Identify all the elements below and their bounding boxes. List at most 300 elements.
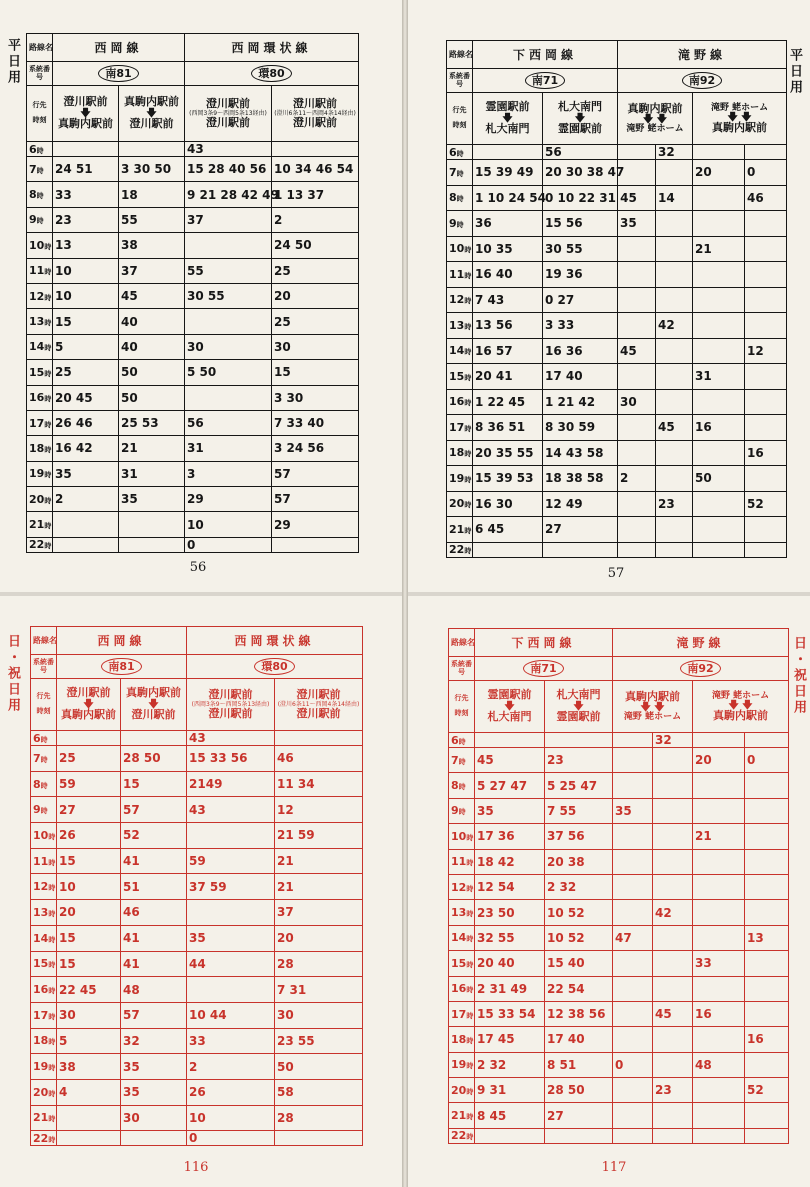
- hour-row: [31, 951, 363, 977]
- departure-minutes: 14: [656, 185, 693, 211]
- departure-minutes: 30 55: [543, 236, 618, 262]
- departure-minutes: [613, 748, 653, 773]
- departure-minutes: [618, 542, 656, 557]
- hour-value: 6: [29, 142, 37, 156]
- departure-minutes: [745, 1001, 789, 1026]
- hour-cell: 15時: [447, 364, 473, 390]
- hour-row: [447, 491, 787, 517]
- page-117-side-label: 日・祝日用: [791, 636, 806, 716]
- departure-minutes: [693, 211, 745, 237]
- departure-minutes: 6 45: [473, 517, 543, 543]
- departure-minutes: 7 43: [473, 287, 543, 313]
- hour-cell: 11時: [31, 848, 57, 874]
- hour-cell: 22時: [31, 1131, 57, 1146]
- departure-minutes: 3: [185, 461, 272, 486]
- hour-cell: 6時: [447, 145, 473, 160]
- dest-time-label: 行先 時刻: [27, 86, 53, 142]
- departure-minutes: 28 50: [545, 1078, 613, 1103]
- departure-minutes: 25: [272, 258, 359, 283]
- departure-minutes: 48: [121, 977, 187, 1003]
- departure-minutes: [119, 142, 185, 157]
- hour-value: 8: [33, 777, 41, 791]
- hour-cell: 15時: [31, 951, 57, 977]
- hour-cell: 22時: [447, 542, 473, 557]
- hour-cell: 16時: [449, 976, 475, 1001]
- departure-minutes: [57, 1105, 121, 1131]
- departure-minutes: [693, 733, 745, 748]
- hour-value: 20: [29, 492, 45, 506]
- departure-minutes: 35: [475, 798, 545, 823]
- hour-value: 7: [33, 751, 41, 765]
- departure-minutes: 28: [275, 1105, 363, 1131]
- departure-minutes: [693, 517, 745, 543]
- departure-minutes: 3 30 50: [119, 157, 185, 182]
- departure-minutes: 31: [693, 364, 745, 390]
- route-name-label: 路線名: [449, 629, 475, 657]
- departure-minutes: 38: [119, 233, 185, 258]
- departure-minutes: [745, 1103, 789, 1128]
- hour-row: [449, 900, 789, 925]
- departure-minutes: 32: [653, 733, 693, 748]
- departure-minutes: [653, 849, 693, 874]
- departure-minutes: 23: [656, 491, 693, 517]
- hour-row: [449, 1027, 789, 1052]
- page-number: 117: [601, 1160, 627, 1175]
- hour-value: 18: [29, 441, 45, 455]
- departure-minutes: 4: [57, 1079, 121, 1105]
- departure-minutes: 57: [272, 487, 359, 512]
- hour-row: [27, 207, 359, 232]
- hour-cell: 19時: [27, 461, 53, 486]
- hour-value: 15: [29, 365, 45, 379]
- departure-minutes: [653, 1103, 693, 1128]
- departure-minutes: 28 50: [121, 746, 187, 772]
- departure-minutes: [618, 262, 656, 288]
- departure-minutes: 50: [275, 1054, 363, 1080]
- departure-minutes: [656, 236, 693, 262]
- departure-minutes: 2149: [187, 771, 275, 797]
- departure-minutes: 20 40: [475, 951, 545, 976]
- hour-cell: 11時: [27, 258, 53, 283]
- departure-minutes: 47: [613, 925, 653, 950]
- hour-row: [27, 537, 359, 552]
- departure-minutes: [693, 1128, 745, 1143]
- hour-row: [31, 771, 363, 797]
- hour-row: [27, 410, 359, 435]
- hour-value: 16: [33, 983, 49, 997]
- departure-minutes: 42: [653, 900, 693, 925]
- departure-minutes: 56: [543, 145, 618, 160]
- departure-minutes: 40: [119, 334, 185, 359]
- departure-minutes: [618, 364, 656, 390]
- hour-cell: 11時: [449, 849, 475, 874]
- departure-minutes: [185, 309, 272, 334]
- departure-minutes: 20: [272, 283, 359, 308]
- departure-minutes: [272, 142, 359, 157]
- hour-value: 17: [29, 416, 45, 430]
- hour-value: 6: [449, 145, 457, 159]
- departure-minutes: 50: [119, 360, 185, 385]
- departure-minutes: 22 45: [57, 977, 121, 1003]
- departure-minutes: 58: [275, 1079, 363, 1105]
- departure-minutes: 44: [187, 951, 275, 977]
- departure-minutes: 1 10 24 54: [473, 185, 543, 211]
- hour-row: [447, 313, 787, 339]
- departure-minutes: [745, 389, 787, 415]
- departure-minutes: 15 40: [545, 951, 613, 976]
- hour-row: [27, 487, 359, 512]
- departure-minutes: [745, 733, 789, 748]
- hour-row: [27, 283, 359, 308]
- line-name-nishioka: 西岡線: [53, 34, 185, 62]
- departure-minutes: [613, 824, 653, 849]
- departure-minutes: 10: [185, 512, 272, 537]
- departure-minutes: 16 40: [473, 262, 543, 288]
- departure-minutes: 16: [745, 440, 787, 466]
- departure-minutes: 12 49: [543, 491, 618, 517]
- page-57-side-label: 平日用: [787, 48, 802, 96]
- departure-minutes: 1 21 42: [543, 389, 618, 415]
- departure-minutes: 50: [119, 385, 185, 410]
- hour-cell: 18時: [447, 440, 473, 466]
- hour-row: [27, 258, 359, 283]
- hour-cell: 22時: [449, 1128, 475, 1143]
- hour-cell: 11時: [447, 262, 473, 288]
- hour-cell: 7時: [449, 748, 475, 773]
- departure-minutes: [618, 313, 656, 339]
- page-number: 116: [183, 1160, 209, 1175]
- departure-minutes: [656, 160, 693, 186]
- hour-value: 9: [29, 213, 37, 227]
- direction-header: 真駒内駅前 🡇 澄川駅前: [119, 86, 185, 142]
- hour-value: 19: [29, 467, 45, 481]
- hour-row: [449, 951, 789, 976]
- hour-cell: 20時: [27, 487, 53, 512]
- departure-minutes: 33: [53, 182, 119, 207]
- hour-value: 20: [451, 1083, 467, 1097]
- page-116: [0, 596, 402, 1187]
- departure-minutes: 23: [653, 1078, 693, 1103]
- timetable-body: [31, 731, 363, 1146]
- hour-row: [31, 746, 363, 772]
- departure-minutes: [656, 211, 693, 237]
- departure-minutes: [185, 385, 272, 410]
- departure-minutes: 59: [187, 848, 275, 874]
- departure-minutes: 10: [53, 258, 119, 283]
- hour-row: [31, 1054, 363, 1080]
- departure-minutes: [653, 874, 693, 899]
- departure-minutes: 30: [121, 1105, 187, 1131]
- departure-minutes: [745, 976, 789, 1001]
- hour-row: [447, 517, 787, 543]
- hour-value: 15: [33, 957, 49, 971]
- hour-value: 10: [29, 238, 45, 252]
- departure-minutes: 45: [618, 338, 656, 364]
- departure-minutes: 52: [745, 1078, 789, 1103]
- departure-minutes: 5 50: [185, 360, 272, 385]
- page-117: [408, 596, 810, 1187]
- dest-time-label: 行先 時刻: [449, 681, 475, 733]
- departure-minutes: [693, 542, 745, 557]
- departure-minutes: 26: [187, 1079, 275, 1105]
- departure-minutes: [119, 512, 185, 537]
- hour-row: [449, 733, 789, 748]
- hour-value: 14: [33, 931, 49, 945]
- hour-value: 16: [451, 982, 467, 996]
- hour-cell: 19時: [31, 1054, 57, 1080]
- departure-minutes: [272, 537, 359, 552]
- departure-minutes: [745, 364, 787, 390]
- departure-minutes: 7 33 40: [272, 410, 359, 435]
- departure-minutes: [653, 1128, 693, 1143]
- departure-minutes: [693, 773, 745, 798]
- direction-header: 札大南門 🡇 霊園駅前: [543, 93, 618, 145]
- page-116-side-label: 日・祝日用: [5, 634, 20, 714]
- hour-cell: 10時: [27, 233, 53, 258]
- departure-minutes: 21: [693, 236, 745, 262]
- departure-minutes: 21: [119, 436, 185, 461]
- hour-cell: 18時: [31, 1028, 57, 1054]
- route-badge-kan80: 環80: [254, 658, 294, 675]
- hour-row: [31, 925, 363, 951]
- direction-header: 真駒内駅前 🡇 🡇 滝野 蛯ホーム: [613, 681, 693, 733]
- hour-row: [447, 236, 787, 262]
- departure-minutes: [693, 1078, 745, 1103]
- departure-minutes: 16 57: [473, 338, 543, 364]
- departure-minutes: 32 55: [475, 925, 545, 950]
- departure-minutes: 40: [119, 309, 185, 334]
- departure-minutes: 32: [121, 1028, 187, 1054]
- departure-minutes: 57: [121, 797, 187, 823]
- departure-minutes: [473, 542, 543, 557]
- hour-cell: 7時: [27, 157, 53, 182]
- hour-value: 12: [451, 880, 467, 894]
- departure-minutes: 15: [53, 309, 119, 334]
- departure-minutes: 41: [121, 848, 187, 874]
- departure-minutes: 38: [57, 1054, 121, 1080]
- hour-row: [447, 364, 787, 390]
- departure-minutes: 35: [613, 798, 653, 823]
- departure-minutes: 23 50: [475, 900, 545, 925]
- departure-minutes: 9 31: [475, 1078, 545, 1103]
- hour-cell: 13時: [27, 309, 53, 334]
- dest-time-label: 行先 時刻: [31, 679, 57, 731]
- hour-value: 19: [449, 471, 465, 485]
- hour-cell: 10時: [447, 236, 473, 262]
- departure-minutes: [618, 287, 656, 313]
- hour-value: 20: [33, 1085, 49, 1099]
- departure-minutes: [693, 440, 745, 466]
- departure-minutes: 20: [57, 900, 121, 926]
- hour-row: [31, 731, 363, 746]
- departure-minutes: 8 36 51: [473, 415, 543, 441]
- departure-minutes: [618, 517, 656, 543]
- departure-minutes: [613, 1001, 653, 1026]
- departure-minutes: 9 21 28 42 49: [185, 182, 272, 207]
- hour-row: [447, 185, 787, 211]
- departure-minutes: 16: [693, 415, 745, 441]
- hour-value: 11: [451, 855, 467, 869]
- departure-minutes: 2: [618, 466, 656, 492]
- departure-minutes: [693, 925, 745, 950]
- departure-minutes: 16: [745, 1027, 789, 1052]
- hour-row: [449, 798, 789, 823]
- departure-minutes: [653, 1052, 693, 1077]
- hour-cell: 7時: [31, 746, 57, 772]
- departure-minutes: 5 27 47: [475, 773, 545, 798]
- departure-minutes: 8 51: [545, 1052, 613, 1077]
- departure-minutes: 23: [545, 748, 613, 773]
- hour-value: 8: [29, 188, 37, 202]
- departure-minutes: [473, 145, 543, 160]
- timetable-p117: [448, 628, 789, 1144]
- departure-minutes: 21: [275, 848, 363, 874]
- direction-header: 札大南門 🡇 霊園駅前: [545, 681, 613, 733]
- hour-row: [447, 211, 787, 237]
- departure-minutes: 59: [57, 771, 121, 797]
- departure-minutes: [618, 491, 656, 517]
- departure-minutes: [745, 415, 787, 441]
- departure-minutes: 37: [185, 207, 272, 232]
- line-name-takino: 滝野線: [618, 41, 787, 69]
- page-56-side-label: 平日用: [5, 38, 20, 86]
- departure-minutes: 20: [693, 748, 745, 773]
- departure-minutes: [693, 798, 745, 823]
- hour-row: [31, 1105, 363, 1131]
- hour-row: [449, 1128, 789, 1143]
- hour-row: [27, 461, 359, 486]
- departure-minutes: 30: [618, 389, 656, 415]
- departure-minutes: [745, 287, 787, 313]
- hour-value: 6: [451, 733, 459, 747]
- route-name-label: 路線名: [447, 41, 473, 69]
- departure-minutes: [121, 1131, 187, 1146]
- hour-value: 12: [33, 880, 49, 894]
- departure-minutes: [745, 145, 787, 160]
- page-number: 56: [189, 560, 207, 575]
- route-name-label: 路線名: [31, 627, 57, 655]
- hour-row: [31, 797, 363, 823]
- departure-minutes: 20: [275, 925, 363, 951]
- departure-minutes: 25: [57, 746, 121, 772]
- hour-row: [27, 309, 359, 334]
- departure-minutes: 2: [272, 207, 359, 232]
- departure-minutes: 3 30: [272, 385, 359, 410]
- system-number-label: 系統番号: [31, 655, 57, 679]
- departure-minutes: [656, 287, 693, 313]
- departure-minutes: 0: [185, 537, 272, 552]
- hour-cell: 16時: [447, 389, 473, 415]
- direction-header: 澄川駅前 🡇 真駒内駅前: [53, 86, 119, 142]
- hour-row: [31, 977, 363, 1003]
- departure-minutes: [693, 185, 745, 211]
- departure-minutes: [745, 313, 787, 339]
- direction-header: 澄川駅前 (澄川6条11〜西岡4条14経由) 澄川駅前: [275, 679, 363, 731]
- departure-minutes: [745, 773, 789, 798]
- hour-value: 9: [449, 216, 457, 230]
- departure-minutes: 55: [185, 258, 272, 283]
- hour-value: 22: [33, 1131, 49, 1145]
- departure-minutes: 8 30 59: [543, 415, 618, 441]
- hour-cell: 19時: [449, 1052, 475, 1077]
- departure-minutes: [653, 824, 693, 849]
- departure-minutes: 16 36: [543, 338, 618, 364]
- hour-value: 7: [29, 162, 37, 176]
- departure-minutes: 41: [121, 925, 187, 951]
- departure-minutes: 15 33 56: [187, 746, 275, 772]
- departure-minutes: 43: [185, 142, 272, 157]
- hour-value: 19: [451, 1058, 467, 1072]
- hour-cell: 18時: [27, 436, 53, 461]
- departure-minutes: 17 40: [543, 364, 618, 390]
- hour-cell: 20時: [31, 1079, 57, 1105]
- departure-minutes: 31: [119, 461, 185, 486]
- departure-minutes: 10: [187, 1105, 275, 1131]
- hour-value: 10: [449, 242, 465, 256]
- departure-minutes: [613, 951, 653, 976]
- departure-minutes: 20 30 38 47: [543, 160, 618, 186]
- hour-value: 19: [33, 1060, 49, 1074]
- departure-minutes: 7 31: [275, 977, 363, 1003]
- departure-minutes: [618, 236, 656, 262]
- departure-minutes: [656, 389, 693, 415]
- hour-value: 21: [29, 518, 45, 532]
- hour-value: 20: [449, 497, 465, 511]
- page-57: [408, 0, 810, 592]
- line-name-shimonishioka: 下西岡線: [475, 629, 613, 657]
- departure-minutes: 27: [57, 797, 121, 823]
- departure-minutes: [693, 287, 745, 313]
- departure-minutes: 30: [272, 334, 359, 359]
- system-number-label: 系統番号: [27, 62, 53, 86]
- hour-value: 10: [451, 829, 467, 843]
- hour-row: [447, 145, 787, 160]
- departure-minutes: [693, 145, 745, 160]
- departure-minutes: 13 56: [473, 313, 543, 339]
- hour-row: [31, 1002, 363, 1028]
- departure-minutes: 30: [57, 1002, 121, 1028]
- hour-row: [27, 182, 359, 207]
- hour-value: 13: [449, 318, 465, 332]
- book-spine: [402, 0, 408, 1187]
- departure-minutes: [745, 236, 787, 262]
- departure-minutes: 27: [543, 517, 618, 543]
- hour-value: 15: [449, 369, 465, 383]
- departure-minutes: 10: [53, 283, 119, 308]
- hour-cell: 6時: [449, 733, 475, 748]
- hour-value: 6: [33, 731, 41, 745]
- departure-minutes: 32: [656, 145, 693, 160]
- hour-value: 15: [451, 956, 467, 970]
- departure-minutes: 24 51: [53, 157, 119, 182]
- direction-header: 真駒内駅前 🡇 澄川駅前: [121, 679, 187, 731]
- departure-minutes: 29: [272, 512, 359, 537]
- hour-value: 14: [451, 931, 467, 945]
- departure-minutes: 25: [272, 309, 359, 334]
- hour-value: 14: [29, 340, 45, 354]
- departure-minutes: 36: [473, 211, 543, 237]
- hour-row: [449, 748, 789, 773]
- hour-row: [27, 334, 359, 359]
- departure-minutes: 5: [57, 1028, 121, 1054]
- departure-minutes: 2 32: [475, 1052, 545, 1077]
- departure-minutes: 21 59: [275, 823, 363, 849]
- departure-minutes: 14 43 58: [543, 440, 618, 466]
- hour-cell: 20時: [449, 1078, 475, 1103]
- route-badge-kan80: 環80: [251, 65, 291, 82]
- hour-value: 13: [33, 905, 49, 919]
- timetable-body: [449, 733, 789, 1144]
